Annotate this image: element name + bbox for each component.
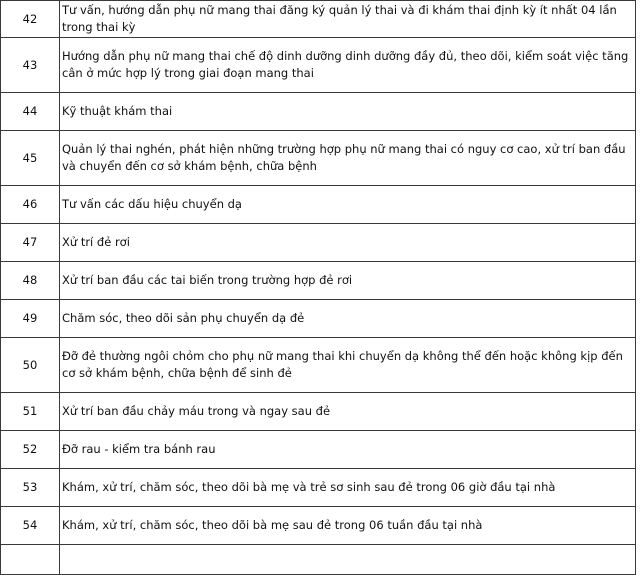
row-description: Tư vấn các dấu hiệu chuyển dạ xyxy=(60,186,636,224)
row-description: Xử trí ban đầu chảy máu trong và ngay sau đẻ xyxy=(60,393,636,431)
row-number: 42 xyxy=(1,1,60,38)
row-number: 46 xyxy=(1,186,60,224)
table-row xyxy=(1,93,636,131)
row-description: Khám, xử trí, chăm sóc, theo dõi bà mẹ và trẻ sơ sinh sau đẻ trong 06 giờ đầu tại nhà xyxy=(60,469,636,507)
table-row xyxy=(1,224,636,262)
table-row xyxy=(1,393,636,431)
table-row xyxy=(1,262,636,300)
row-description: Xử trí ban đầu các tai biến trong trường hợp đẻ rơi xyxy=(60,262,636,300)
row-number: 51 xyxy=(1,393,60,431)
table-row xyxy=(1,545,636,575)
row-description xyxy=(60,545,636,575)
row-description: Hướng dẫn phụ nữ mang thai chế độ dinh dưỡng dinh dưỡng đầy đủ, theo dõi, kiểm soát việc tăng cân ở mức hợp lý trong giai đoạn mang thai xyxy=(60,38,636,93)
row-number: 53 xyxy=(1,469,60,507)
row-number: 48 xyxy=(1,262,60,300)
row-description: Chăm sóc, theo dõi sản phụ chuyển dạ đẻ xyxy=(60,300,636,338)
row-number: 49 xyxy=(1,300,60,338)
row-number: 44 xyxy=(1,93,60,131)
row-number: 50 xyxy=(1,338,60,393)
row-description: Quản lý thai nghén, phát hiện những trường hợp phụ nữ mang thai có nguy cơ cao, xử trí ban đầu và chuyển đến cơ sở khám bệnh, chữa bệnh xyxy=(60,131,636,186)
table-row xyxy=(1,507,636,545)
row-description: Đỡ đẻ thường ngôi chỏm cho phụ nữ mang thai khi chuyển dạ không thể đến hoặc không kịp đến cơ sở khám bệnh, chữa bệnh để sinh đẻ xyxy=(60,338,636,393)
row-number: 47 xyxy=(1,224,60,262)
row-description: Kỹ thuật khám thai xyxy=(60,93,636,131)
row-description: Khám, xử trí, chăm sóc, theo dõi bà mẹ sau đẻ trong 06 tuần đầu tại nhà xyxy=(60,507,636,545)
table-row xyxy=(1,431,636,469)
table-row xyxy=(1,186,636,224)
row-number: 52 xyxy=(1,431,60,469)
table-row xyxy=(1,338,636,393)
table-row xyxy=(1,38,636,93)
row-description: Xử trí đẻ rơi xyxy=(60,224,636,262)
table-row xyxy=(1,1,636,38)
row-number xyxy=(1,545,60,575)
table-row xyxy=(1,131,636,186)
table-row xyxy=(1,300,636,338)
table-row xyxy=(1,469,636,507)
row-number: 45 xyxy=(1,131,60,186)
row-number: 54 xyxy=(1,507,60,545)
row-description: Tư vấn, hướng dẫn phụ nữ mang thai đăng ký quản lý thai và đi khám thai định kỳ ít nhất 04 lần trong thai kỳ xyxy=(60,1,636,38)
row-number: 43 xyxy=(1,38,60,93)
row-description: Đỡ rau - kiểm tra bánh rau xyxy=(60,431,636,469)
